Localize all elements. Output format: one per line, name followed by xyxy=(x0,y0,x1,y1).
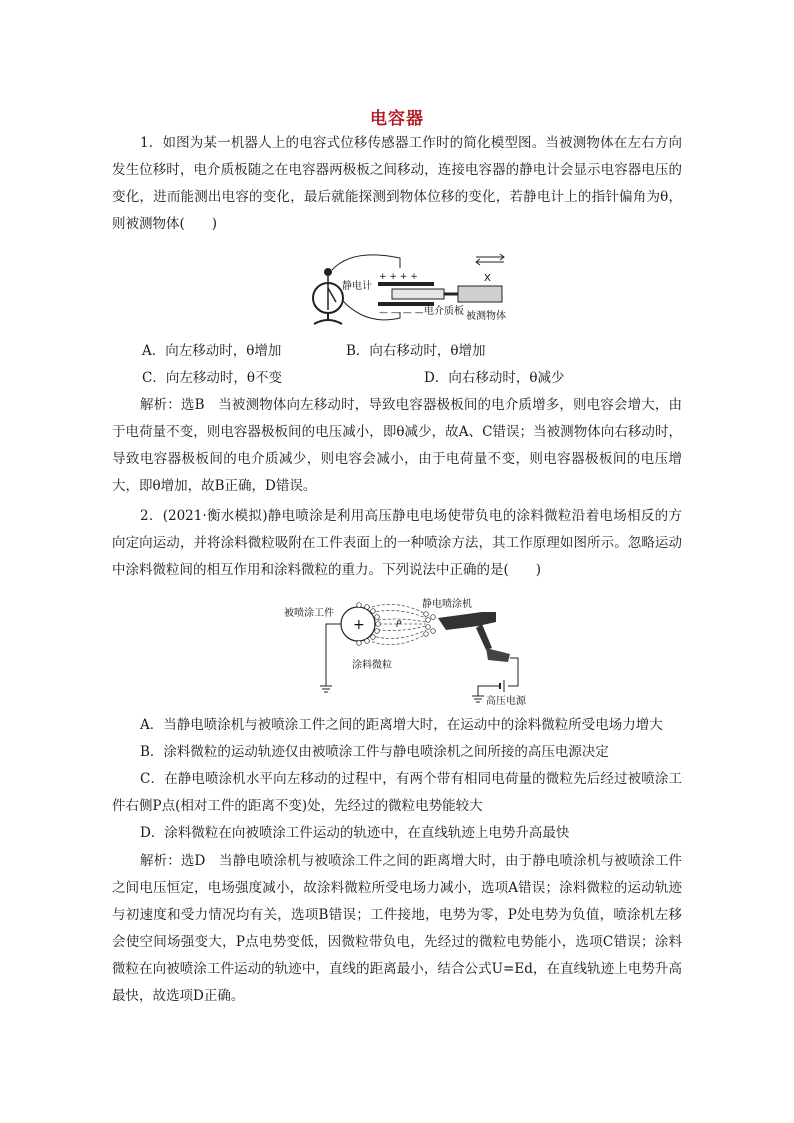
q2-analysis: 解析：选D 当静电喷涂机与被喷涂工件之间的距离增大时，由于静电喷涂机与被喷涂工件之间电压恒定，电场强度减小，故涂料微粒所受电场力减小，选项A错误；涂料微粒的运动轨迹与初速度和受力情况均有关，选项B错误；工件接地，电势为零，P处电势为负值，喷涂机左移会使空间场强变大，P点电势变低，因微粒带负电，先经过的微粒电势能小，选项C错误；涂料微粒在向被喷涂工件运动的轨迹中，直线的距离最小，结合公式U=Ed，在直线轨迹上电势升高最快，故选项D正确。 xyxy=(112,853,682,1004)
object-label: 被测物体 xyxy=(466,311,506,322)
q2-option-a: A．当静电喷涂机与被喷涂工件之间的距离增大时，在运动中的涂料微粒所受电场力增大 xyxy=(140,717,663,733)
dielectric-label: 电介质板 xyxy=(424,306,464,317)
spray-gun-icon xyxy=(438,612,496,630)
q2-stem: 2．(2021·衡水模拟)静电喷涂是利用高压静电电场使带负电的涂料微粒沿着电场相反的方向定向运动，并将涂料微粒吸附在工件表面上的一种喷涂方法，其工作原理如图所示。忽略运动中涂料微粒间的相互作用和涂料微粒的重力。下列说法中正确的是( ) xyxy=(112,508,682,578)
electrometer-knob xyxy=(324,268,332,276)
workpiece-charge: + xyxy=(353,617,365,633)
plus-charges: + + + + xyxy=(379,272,418,282)
q1-option-d: D．向右移动时，θ减少 xyxy=(424,370,565,386)
electrometer-needle xyxy=(328,288,336,302)
sprayer-label: 静电喷涂机 xyxy=(422,599,472,610)
q2-spray-figure xyxy=(282,590,542,708)
power-label: 高压电源 xyxy=(486,696,526,707)
q1-analysis: 解析：选B 当被测物体向左移动时，导致电容器极板间的电介质增多，则电容会增大，由于电荷量不变，则电容器极板间的电压减小，即θ减少，故A、C错误；当被测物体向右移动时，导致电容器极板间的电介质减少，则电容会减小，由于电荷量不变，则电容器极板间的电压增大，即θ增加，故B正确，D错误。 xyxy=(112,397,682,494)
dielectric-slab xyxy=(392,289,444,299)
minus-charges: — — — — xyxy=(379,308,424,318)
x-label: X xyxy=(484,273,491,284)
point-p-label: P xyxy=(396,620,402,630)
q2-option-c: C．在静电喷涂机水平向左移动的过程中，有两个带有相同电荷量的微粒先后经过被喷涂工件右侧P点(相对工件的距离不变)处，先经过的微粒电势能较大 xyxy=(112,771,682,814)
q2-option-d: D．涂料微粒在向被喷涂工件运动的轨迹中，在直线轨迹上电势升高最快 xyxy=(140,825,570,841)
q1-stem: 1．如图为某一机器人上的电容式位移传感器工作时的简化模型图。当被测物体在左右方向发生位移时，电介质板随之在电容器两极板之间移动，连接电容器的静电计会显示电容器电压的变化，进而能测出电容的变化，最后就能探测到物体位移的变化，若静电计上的指针偏角为θ，则被测物体( ) xyxy=(112,135,682,232)
q2-option-b: B．涂料微粒的运动轨迹仅由被喷涂工件与静电喷涂机之间所接的高压电源决定 xyxy=(140,744,609,760)
q1-option-b: B．向右移动时，θ增加 xyxy=(346,343,486,359)
upper-plate xyxy=(378,282,434,286)
particles-label: 涂料微粒 xyxy=(352,660,392,671)
q1-sensor-figure xyxy=(296,248,536,332)
page-title: 电容器 xyxy=(370,109,424,129)
workpiece-label: 被喷涂工件 xyxy=(284,608,334,619)
measured-object xyxy=(458,286,502,302)
electrometer-label: 静电计 xyxy=(342,281,372,292)
q1-option-a: A．向左移动时，θ增加 xyxy=(142,343,282,359)
q1-option-c: C．向左移动时，θ不变 xyxy=(142,370,282,386)
